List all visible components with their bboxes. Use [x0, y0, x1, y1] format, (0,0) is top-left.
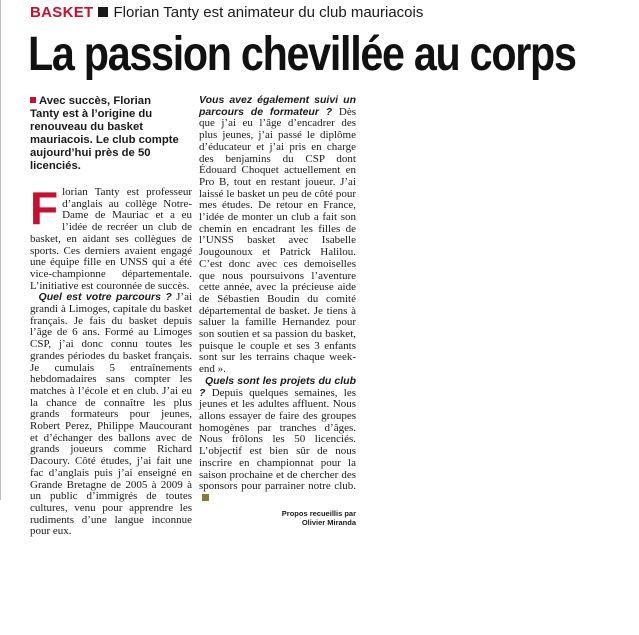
headline: La passion chevillée au corps	[28, 28, 576, 81]
column-divider	[0, 0, 1, 500]
column-2	[199, 95, 356, 527]
answer-2: Dès que j’ai eu l’âge d’encadrer des plus jeunes, j’ai passé le diplôme d’éducateur et j’ai pris en charge des benjamins du CSP dont Édouard Choquet actuellement en Pro B, tout en restant joueur. J’ai laissé le basket un peu de côté pour mes études. De retour en France, l’idée de monter un club a fait son chemin en encadrant les filles de l’UNSS basket avec Isabelle Jougounoux et Patrick Halilou. C’est donc avec ces demoiselles que nous poursuivons l’aventure cette année, avec la précieuse aide de Sébastien Boudin du comité départemental de basket. Je tiens à saluer la famille Hernandez pour son soutien et sa passion du basket, puisque le couple et ses 3 enfants sont sur les terrains chaque week-end ».	[199, 105, 356, 376]
section-label: BASKET	[30, 4, 94, 21]
question-1: Quel est votre parcours ?	[38, 291, 172, 304]
credits	[199, 509, 356, 527]
question-answer-1	[30, 292, 192, 538]
question-3: Quels sont les projets du club ?	[199, 374, 357, 399]
drop-cap: F	[30, 182, 59, 234]
answer-3: Depuis quelques semaines, les jeunes et les adultes affluent. Nous allons essayer de faire des groupes homogènes par tranches d’âges. Nous frôlons les 50 licenciés. L’objectif est bien sûr de nous inscrire en championnat pour la saison prochaine et de chercher des sponsors pour parrainer notre club.	[199, 386, 357, 493]
kicker-subtitle: Florian Tanty est animateur du club mauriacois	[113, 4, 424, 21]
end-mark-icon	[202, 494, 209, 501]
credit-line-2: Olivier Miranda	[301, 517, 356, 527]
red-square-icon	[30, 97, 36, 103]
answer-1: J’ai grandi à Limoges, capitale du basket français. Je fais du basket depuis l’âge de 6 ans. Formé au Limoges CSP, j’ai donc connu toutes les grandes périodes du basket français. Je cumulais 5 entraînements hebdomadaires sans compter les matches à l’école et en club. J’ai eu la chance de connaître les plus grands formateurs pour jeunes, Robert Perez, Philippe Maucourant et d’échanger des ballons avec de grands joueurs comme Richard Dacoury. Côté études, j’ai fait une fac d’anglais puis j’ai enseigné en Grande Bretagne de 2005 à 2009 à un public d’immigrés de toutes cultures, venu pour apprendre les rudiments d’une langue inconnue pour eux.	[30, 291, 193, 538]
intro-chapo: Avec succès, Florian Tanty est à l’origine du renouveau du basket mauriacois. Le club compte aujourd’hui près de 50 licenciés.	[30, 95, 179, 172]
article-lead: Florian Tanty est professeur d’anglais au collège Notre-Dame de Mauriac et a eu l’idée de recréer un club de basket, en aidant ses collègues de sports. Ces derniers avaient engagé une équipe fille en UNSS qui a été vice-championne départementale. L’initiative est couronnée de succès.	[30, 182, 192, 292]
credit-line-1: Propos recueillis par	[281, 508, 356, 518]
square-bullet-icon	[98, 7, 108, 17]
column-1	[30, 95, 192, 538]
kicker	[30, 3, 423, 23]
question-2: Vous avez également suivi un parcours de formateur ?	[199, 94, 356, 118]
question-answer-2	[199, 95, 356, 376]
question-answer-3	[199, 376, 356, 505]
